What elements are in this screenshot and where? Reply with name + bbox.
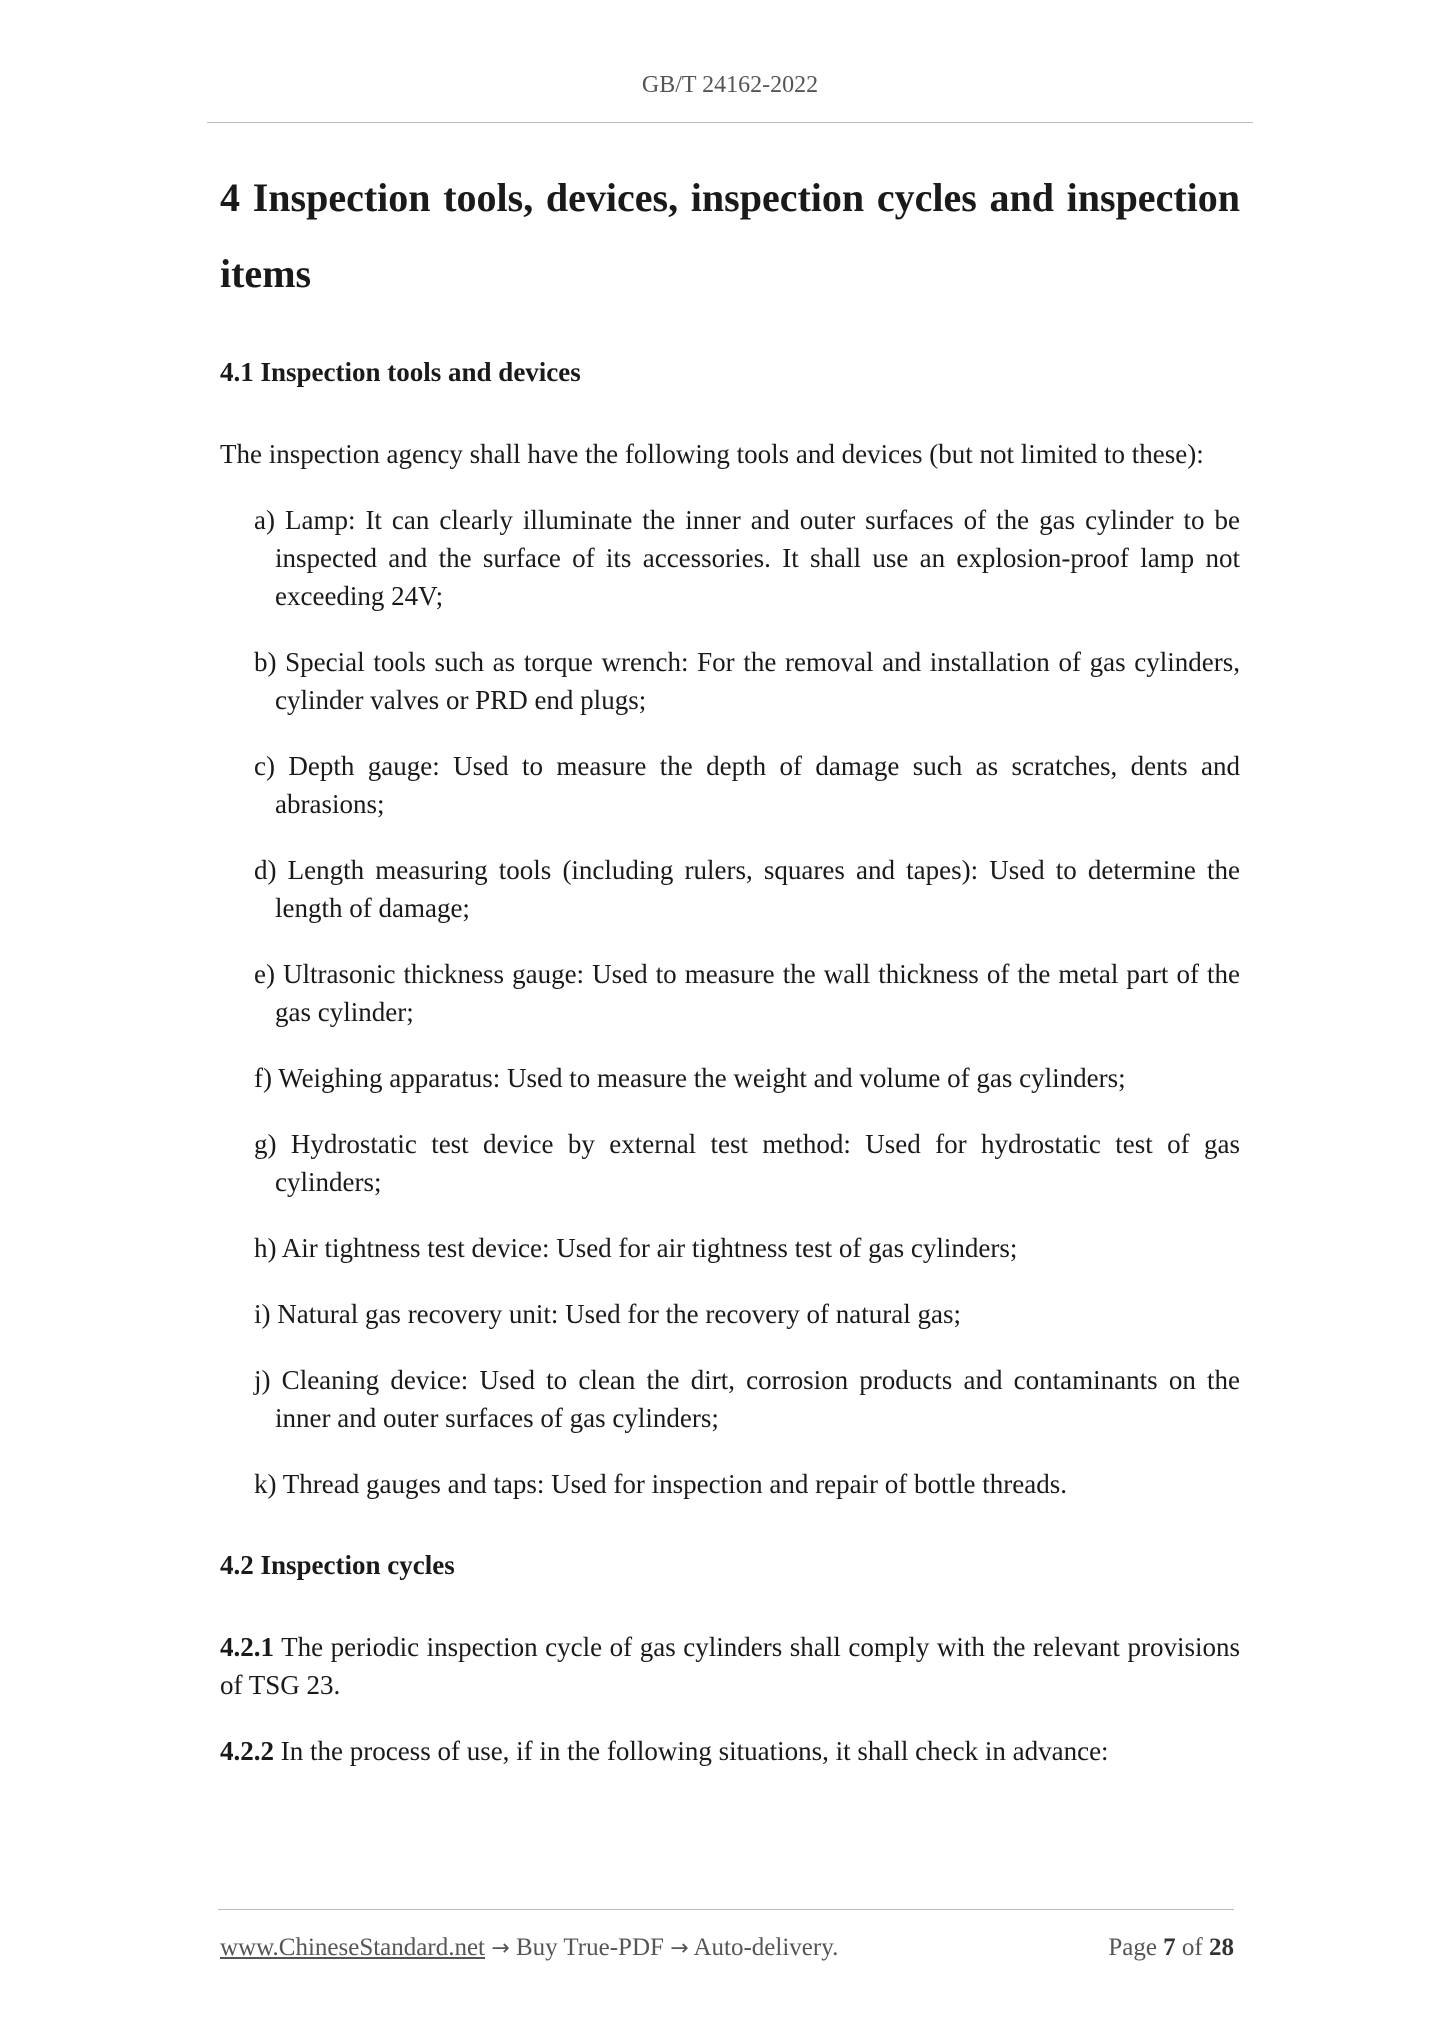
page-total: 28 bbox=[1209, 1934, 1234, 1961]
footer-links bbox=[220, 1930, 838, 1967]
list-item: b) Special tools such as torque wrench: For the removal and installation of gas cylinders, cylinder valves or PRD end plugs; bbox=[254, 647, 1240, 715]
clause-text: In the process of use, if in the following situations, it shall check in advance: bbox=[280, 1736, 1109, 1766]
arrow-right-icon: → bbox=[670, 1936, 689, 1961]
list-item: g) Hydrostatic test device by external test method: Used for hydrostatic test of gas cylinders; bbox=[254, 1129, 1240, 1197]
list-item: k) Thread gauges and taps: Used for inspection and repair of bottle threads. bbox=[254, 1469, 1067, 1499]
clause-number: 4.2.1 bbox=[220, 1632, 274, 1662]
section-4-1-intro: The inspection agency shall have the following tools and devices (but not limited to these): bbox=[220, 439, 1204, 469]
list-item: f) Weighing apparatus: Used to measure the weight and volume of gas cylinders; bbox=[254, 1063, 1126, 1093]
page-current: 7 bbox=[1163, 1934, 1176, 1961]
section-4-title: 4 Inspection tools, devices, inspection cycles and inspection items bbox=[220, 175, 1240, 296]
list-item: d) Length measuring tools (including rulers, squares and tapes): Used to determine the length of damage; bbox=[254, 855, 1240, 923]
section-4-1-heading: 4.1 Inspection tools and devices bbox=[220, 357, 581, 387]
page-header bbox=[207, 72, 1253, 99]
clause-text: The periodic inspection cycle of gas cylinders shall comply with the relevant provisions of TSG 23. bbox=[220, 1632, 1241, 1700]
footer-divider bbox=[218, 1909, 1234, 1910]
page-number bbox=[1108, 1930, 1234, 1966]
list-item: i) Natural gas recovery unit: Used for the recovery of natural gas; bbox=[254, 1299, 961, 1329]
auto-delivery-text: Auto-delivery. bbox=[693, 1934, 839, 1961]
clause-number: 4.2.2 bbox=[220, 1736, 274, 1766]
clause-4-2-2 bbox=[220, 1732, 1240, 1770]
list-item: c) Depth gauge: Used to measure the depth of damage such as scratches, dents and abrasions; bbox=[254, 751, 1240, 819]
list-item: j) Cleaning device: Used to clean the dirt, corrosion products and contaminants on the inner and outer surfaces of gas cylinders; bbox=[254, 1365, 1240, 1433]
list-item: a) Lamp: It can clearly illuminate the inner and outer surfaces of the gas cylinder to be inspected and the surface of its accessories. It shall use an explosion-proof lamp not exceeding 24V; bbox=[254, 505, 1240, 611]
clause-4-2-1 bbox=[220, 1628, 1240, 1704]
tools-list bbox=[220, 501, 1240, 1503]
list-item: h) Air tightness test device: Used for air tightness test of gas cylinders; bbox=[254, 1233, 1018, 1263]
buy-pdf-text: Buy True-PDF bbox=[515, 1934, 664, 1961]
header-divider bbox=[207, 122, 1253, 123]
page-content bbox=[220, 160, 1240, 1770]
document-id: GB/T 24162-2022 bbox=[641, 72, 819, 98]
list-item: e) Ultrasonic thickness gauge: Used to measure the wall thickness of the metal part of the gas cylinder; bbox=[254, 959, 1240, 1027]
page-label: Page bbox=[1108, 1934, 1157, 1961]
website-link[interactable]: www.ChineseStandard.net bbox=[220, 1934, 485, 1961]
page-of: of bbox=[1181, 1934, 1203, 1961]
arrow-right-icon: → bbox=[491, 1936, 510, 1961]
section-4-2-heading: 4.2 Inspection cycles bbox=[220, 1550, 455, 1580]
